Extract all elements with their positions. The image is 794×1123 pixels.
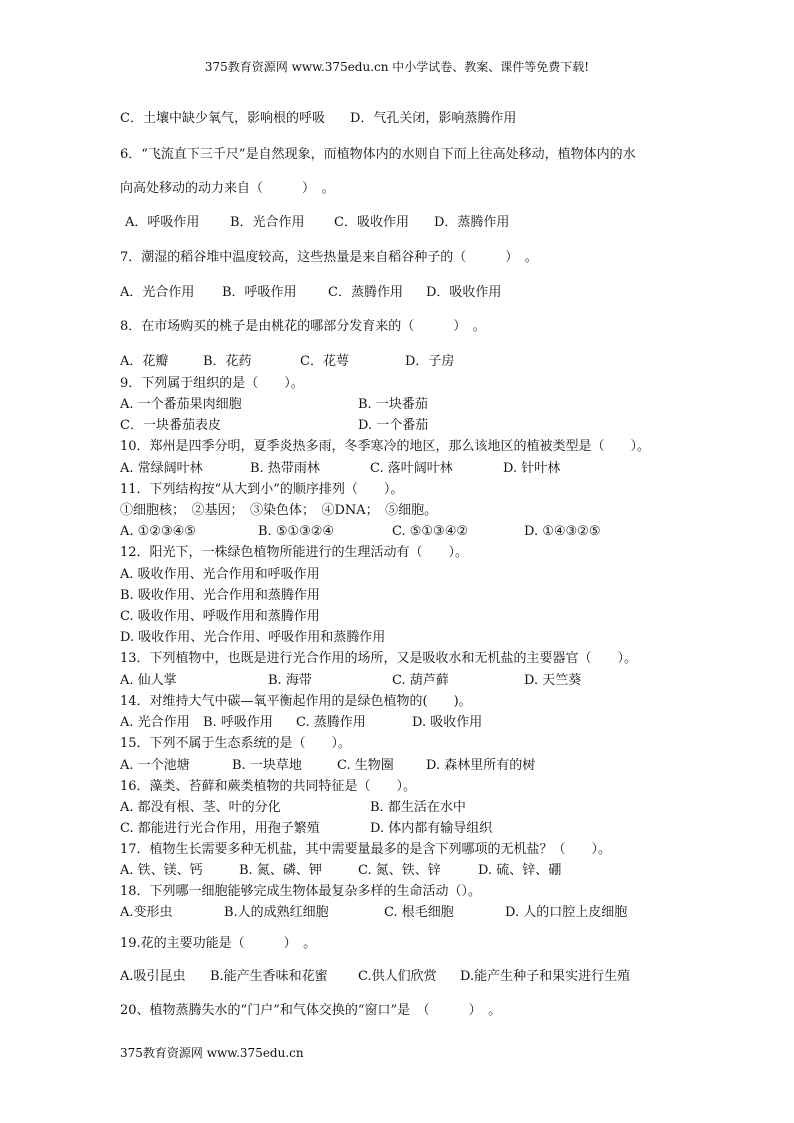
q11-items: ①细胞核； ②基因； ③染色体； ④DNA； ⑤细胞。 [120,503,438,518]
q17-option-c: C. 氮、铁、锌 [358,863,441,878]
q12-option-c: C. 吸收作用、呼吸作用和蒸腾作用 [120,609,320,624]
q6-option-b: B．光合作用 [230,215,305,230]
q18-option-b: B.人的成熟红细胞 [224,905,329,920]
prev-option-d: D．气孔关闭，影响蒸腾作用 [350,111,517,126]
q15-stem: 15．下列不属于生态系统的是（ ）。 [120,736,352,751]
q6-option-c: C．吸收作用 [334,215,409,230]
q7-option-a: A．光合作用 [120,285,195,300]
q11-option-d: D. ①④③②⑤ [524,524,601,539]
q17-option-d: D. 硫、锌、硼 [478,863,562,878]
q19-option-c: C.供人们欣赏 [358,969,437,984]
q14-option-a: A. 光合作用 [120,715,190,730]
q17-stem: 17．植物生长需要多种无机盐，其中需要量最多的是含下列哪项的无机盐？（ ）。 [120,842,612,857]
q9-option-a: A. 一个番茄果肉细胞 [120,397,242,412]
q15-option-d: D. 森林里所有的树 [426,758,536,773]
q12-option-b: B. 吸收作用、光合作用和蒸腾作用 [120,588,320,603]
q13-option-a: A. 仙人掌 [120,673,177,688]
q10-option-c: C. 落叶阔叶林 [370,461,453,476]
q11-option-a: A. ①②③④⑤ [120,524,196,539]
q10-option-a: A. 常绿阔叶林 [120,461,203,476]
q19-option-a: A.吸引昆虫 [120,969,186,984]
q14-stem: 14．对维持大气中碳—氧平衡起作用的是绿色植物的( )。 [120,694,472,709]
q13-option-b: B. 海带 [268,673,312,688]
q8-option-a: A．花瓣 [120,354,169,369]
page-footer: 375教育资源网 www.375edu.cn [120,1046,304,1060]
q6-stem-line2: 向高处移动的动力来自（ ） 。 [120,181,335,196]
q19-option-b: B.能产生香味和花蜜 [210,969,328,984]
q15-option-a: A. 一个池塘 [120,758,190,773]
prev-option-c: C．土壤中缺少氧气，影响根的呼吸 [120,111,325,126]
q6-option-d: D．蒸腾作用 [434,215,510,230]
q13-option-d: D. 天竺葵 [524,673,582,688]
q13-option-c: C. 葫芦藓 [392,673,449,688]
q18-option-c: C. 根毛细胞 [384,905,454,920]
q18-option-a: A.变形虫 [120,905,173,920]
q10-stem: 10．郑州是四季分明，夏季炎热多雨，冬季寒冷的地区，那么该地区的植被类型是（ ）。 [120,439,651,454]
q14-option-b: B. 呼吸作用 [203,715,273,730]
q10-option-d: D. 针叶林 [503,461,561,476]
q7-stem: 7．潮湿的稻谷堆中温度较高，这些热量是来自稻谷种子的（ ） 。 [120,250,538,265]
q8-option-d: D．子房 [405,354,455,369]
q11-option-c: C. ⑤①③④② [392,524,469,539]
q17-option-b: B. 氮、磷、钾 [239,863,322,878]
q9-stem: 9．下列属于组织的是（ ）。 [120,376,304,391]
q12-option-a: A. 吸收作用、光合作用和呼吸作用 [120,567,320,582]
q8-option-c: C．花萼 [300,354,349,369]
q16-option-a: A. 都没有根、茎、叶的分化 [120,800,281,815]
q19-stem: 19.花的主要功能是（ ） 。 [120,936,317,951]
q16-option-d: D. 体内都有输导组织 [370,821,493,836]
q14-option-c: C. 蒸腾作用 [296,715,366,730]
q11-stem: 11．下列结构按“从大到小”的顺序排列（ ）。 [120,482,404,497]
q9-option-d: D. 一个番茄 [358,418,429,433]
q15-option-b: B. 一块草地 [232,758,302,773]
q15-option-c: C. 生物圈 [337,758,394,773]
q8-stem: 8．在市场购买的桃子是由桃花的哪部分发育来的（ ） 。 [120,319,486,334]
q10-option-b: B. 热带雨林 [250,461,320,476]
q7-option-b: B．呼吸作用 [222,285,297,300]
q8-option-b: B．花药 [203,354,252,369]
q12-option-d: D. 吸收作用、光合作用、呼吸作用和蒸腾作用 [120,630,386,645]
q18-option-d: D. 人的口腔上皮细胞 [505,905,628,920]
q6-option-a: A．呼吸作用 [125,215,200,230]
q16-option-b: B. 都生活在水中 [370,800,466,815]
q7-option-d: D．吸收作用 [426,285,502,300]
q6-stem-line1: 6．“飞流直下三千尺”是自然现象，而植物体内的水则自下而上往高处移动，植物体内的水 [120,147,636,162]
q11-option-b: B. ⑤①③②④ [258,524,335,539]
q19-option-d: D.能产生种子和果实进行生殖 [460,969,631,984]
q18-stem: 18．下列哪一细胞能够完成生物体最复杂多样的生命活动（）。 [120,884,482,899]
q14-option-d: D. 吸收作用 [412,715,483,730]
q16-option-c: C. 都能进行光合作用，用孢子繁殖 [120,821,320,836]
q7-option-c: C．蒸腾作用 [328,285,403,300]
q20-stem: 20、植物蒸腾失水的“门户”和气体交换的“窗口”是 （ ） 。 [120,1003,502,1018]
q12-stem: 12．阳光下，一株绿色植物所能进行的生理活动有（ ）。 [120,545,469,560]
q9-option-b: B. 一块番茄 [358,397,428,412]
page-header: 375教育资源网 www.375edu.cn 中小学试卷、教案、课件等免费下载! [204,60,590,74]
q13-stem: 13．下列植物中，也既是进行光合作用的场所，又是吸收水和无机盐的主要器官（ ）。 [120,651,638,666]
q17-option-a: A. 铁、镁、钙 [120,863,203,878]
q16-stem: 16．藻类、苔藓和蕨类植物的共同特征是（ ）。 [120,779,417,794]
q9-option-c: C．一块番茄表皮 [120,418,221,433]
